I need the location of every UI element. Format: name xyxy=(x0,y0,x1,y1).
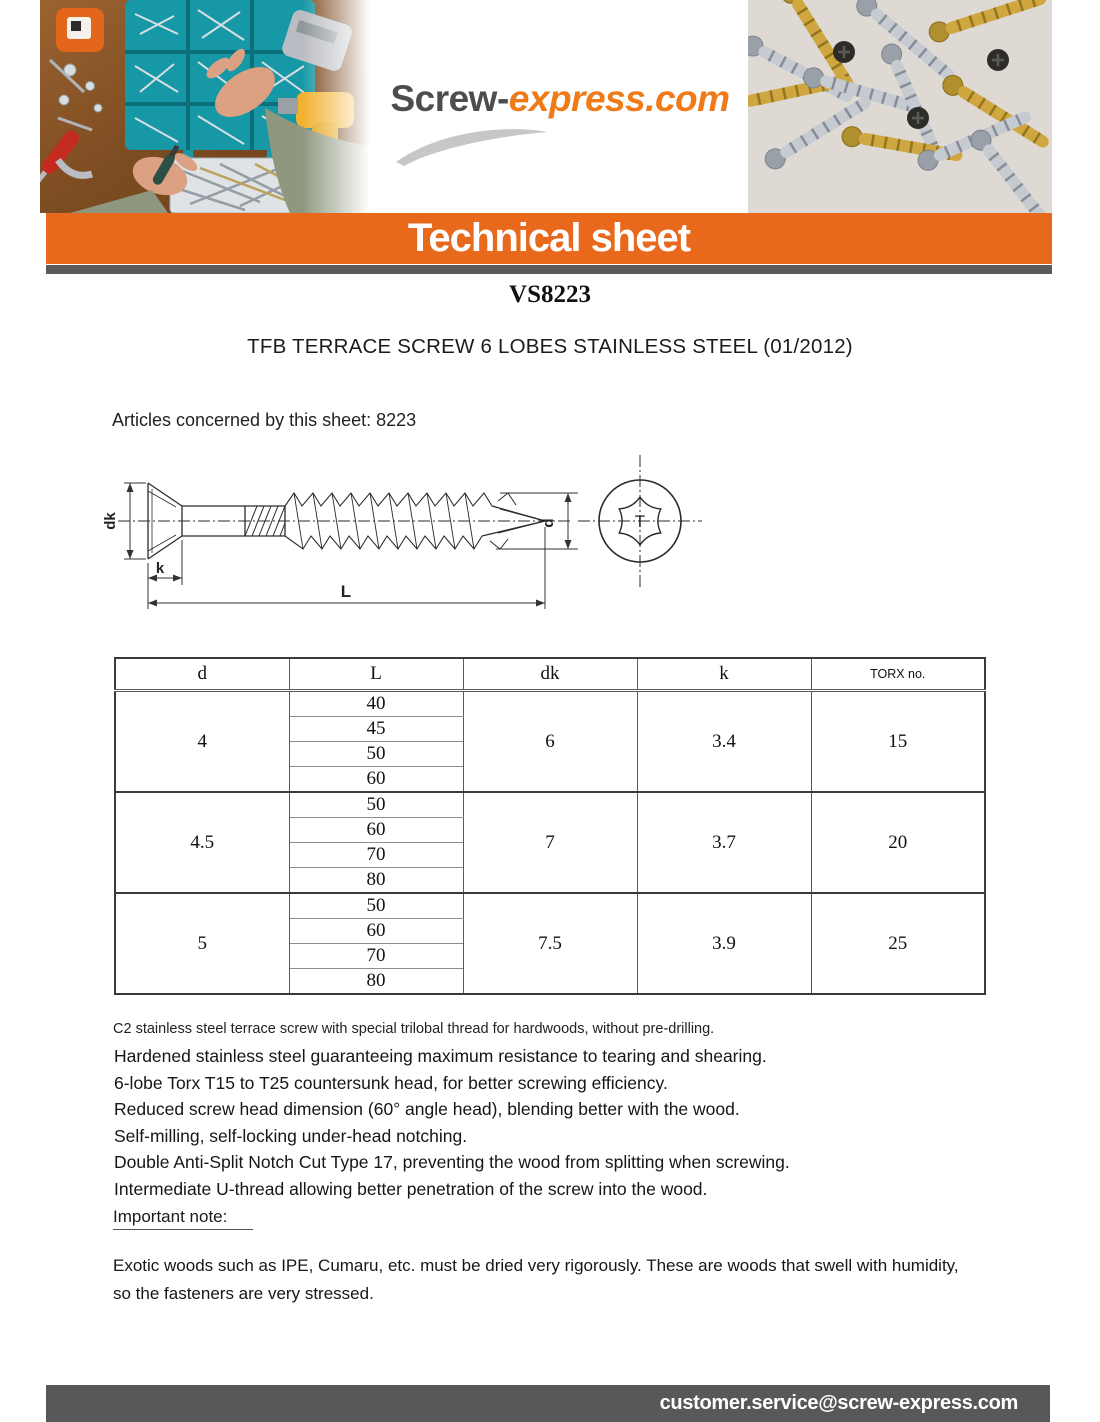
cell-d: 4.5 xyxy=(115,792,289,893)
document-title: TFB TERRACE SCREW 6 LOBES STAINLESS STEEL (01/2012) xyxy=(247,335,853,358)
cell-length: 70 xyxy=(289,843,463,868)
articles-line: Articles concerned by this sheet: 8223 xyxy=(112,410,417,430)
cell-length: 80 xyxy=(289,969,463,995)
col-header-torx: TORX no. xyxy=(811,658,985,691)
feature-item: Hardened stainless steel guaranteeing maximum resistance to tearing and shearing. xyxy=(114,1046,767,1066)
feature-item: Double Anti-Split Notch Cut Type 17, preventing the wood from splitting when screwing. xyxy=(114,1152,790,1172)
dim-label-d: d xyxy=(540,518,557,528)
col-header-dk: dk xyxy=(463,658,637,691)
banner-title: Technical sheet xyxy=(407,216,691,260)
cell-k: 3.4 xyxy=(637,691,811,793)
cell-k: 3.9 xyxy=(637,893,811,994)
col-header-d: d xyxy=(115,658,289,691)
dim-label-k: k xyxy=(155,560,165,577)
cell-length: 50 xyxy=(289,893,463,919)
table-header-row xyxy=(115,658,985,691)
description-intro: C2 stainless steel terrace screw with special trilobal thread for hardwoods, without pre-drilling. xyxy=(113,1021,715,1037)
cell-length: 80 xyxy=(289,868,463,894)
dim-label-dk: dk xyxy=(102,512,119,530)
feature-list xyxy=(114,1043,994,1202)
logo-text-orange: express.com xyxy=(508,78,730,119)
cell-length: 60 xyxy=(289,818,463,843)
table-row xyxy=(115,792,985,818)
cell-length: 60 xyxy=(289,767,463,793)
document-code: VS8223 xyxy=(509,281,591,308)
dimensions-table xyxy=(114,657,986,995)
feature-item: 6-lobe Torx T15 to T25 countersunk head, for better screwing efficiency. xyxy=(114,1072,668,1093)
technical-sheet-banner xyxy=(46,213,1052,264)
feature-item: Intermediate U-thread allowing better penetration of the screw into the wood. xyxy=(114,1178,708,1199)
cell-k: 3.7 xyxy=(637,792,811,893)
cell-torx: 15 xyxy=(811,691,985,793)
cell-length: 60 xyxy=(289,919,463,944)
cell-d: 4 xyxy=(115,691,289,793)
cell-dk: 6 xyxy=(463,691,637,793)
logo-text-gray: Screw- xyxy=(390,78,509,119)
cell-dk: 7 xyxy=(463,792,637,893)
torx-label: T xyxy=(634,512,646,531)
col-header-L: L xyxy=(289,658,463,691)
header-divider xyxy=(46,265,1052,274)
cell-length: 50 xyxy=(289,792,463,818)
cell-length: 45 xyxy=(289,717,463,742)
dim-label-L: L xyxy=(340,582,352,601)
important-note-heading: Important note: xyxy=(113,1207,253,1230)
feature-item: Reduced screw head dimension (60° angle head), blending better with the wood. xyxy=(114,1099,740,1119)
workbench-photo xyxy=(40,0,370,213)
site-logo xyxy=(372,78,748,120)
cell-dk: 7.5 xyxy=(463,893,637,994)
col-header-k: k xyxy=(637,658,811,691)
important-note-body: Exotic woods such as IPE, Cumaru, etc. must be dried very rigorously. These are woods that swell with humidity, so the fasteners are very stressed. xyxy=(113,1256,959,1303)
screw-technical-drawing xyxy=(100,445,720,625)
cell-torx: 20 xyxy=(811,792,985,893)
logo-swoosh xyxy=(388,122,553,167)
screws-pile-graphic xyxy=(748,0,1052,213)
cell-length: 50 xyxy=(289,742,463,767)
table-row xyxy=(115,691,985,717)
footer-bar xyxy=(46,1385,1050,1422)
cell-length: 70 xyxy=(289,944,463,969)
cell-torx: 25 xyxy=(811,893,985,994)
screws-pile-photo xyxy=(748,0,1052,213)
cell-d: 5 xyxy=(115,893,289,994)
workbench-photo-graphic xyxy=(40,0,370,213)
table-row xyxy=(115,893,985,919)
cell-length: 40 xyxy=(289,691,463,717)
feature-item: Self-milling, self-locking under-head notching. xyxy=(114,1125,468,1146)
customer-service-email-link[interactable]: customer.service@screw-express.com xyxy=(659,1392,1018,1414)
